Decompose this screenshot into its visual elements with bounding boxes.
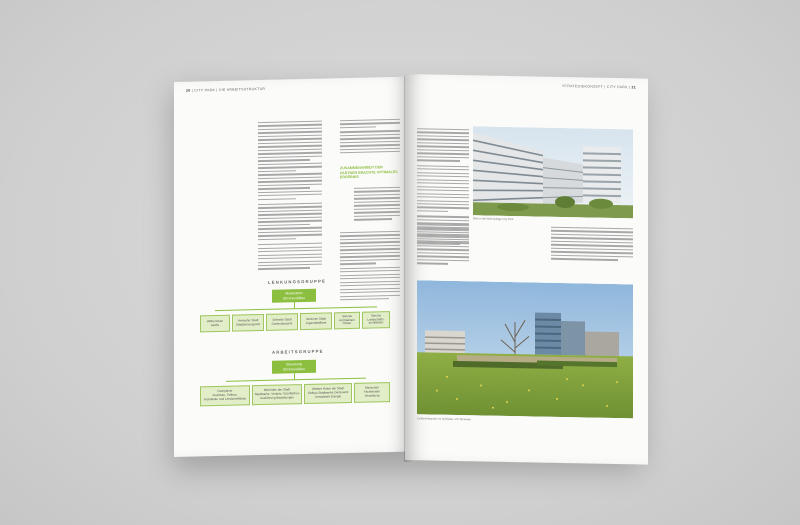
working-connector-horizontal [226,378,366,382]
member-line: Weitere Ämter der Stadt [311,386,345,392]
member-line: Verkaufer Stadt [237,317,259,323]
left-page-number: 20 [186,88,191,93]
left-running-header: 20 | CITY PARK | DIE ARBEITSSTRUKTUR [186,86,266,93]
member-line: Willkommen [206,318,224,324]
right-header-subsection: CITY PARK [606,84,628,90]
steering-main-line1: Moderation [285,291,303,296]
member-line: Architekten/ [339,317,355,322]
pull-quote: ZUSAMMENARBEIT DER PARTNER BRACHTE OPTIMALES ERGEBNIS [340,165,398,180]
steering-main-line2: EB Immobilien [283,295,305,301]
left-header-section: CITY PARK [194,88,216,93]
working-main-line1: Steuerung [286,362,302,367]
member-line: Sanzas [341,313,352,319]
working-group-title: ARBEITSGRUPPE [272,348,324,355]
member-line: Jugendstaffamt [305,320,327,325]
member-line: Senioren Stadt [306,316,326,321]
right-page-number: 21 [631,85,636,90]
member-line: Verwaltung [364,393,380,398]
member-line: Sekretär Stadt [272,317,292,322]
building-photo [473,126,633,218]
member-line: Umweltamt Energie [314,394,342,399]
steering-member-box [362,311,390,329]
left-text-column-2b [354,187,400,223]
member-line: webfix [210,322,220,327]
steering-main-box [272,289,316,303]
member-line: Tiefbau Stadtwerke Gartenamt [307,390,349,396]
park-illustration [417,280,633,418]
member-line: Planer [342,321,352,326]
working-member-box [304,383,352,404]
member-line: Stadtplanungsamt [235,321,261,327]
member-line: Landschafts- [367,316,385,322]
left-text-column-2 [340,119,400,156]
member-line: Stadtwerke, Verkehr, Grünflächen [254,391,300,397]
working-member-box [200,385,250,406]
member-line: Sanzas [370,313,381,318]
right-text-column-1b [417,224,469,267]
right-header-section: STRATEGIEKONZEPT [562,84,604,89]
working-main-box [272,360,316,374]
steering-member-box [200,315,230,333]
steering-connector-horizontal [215,306,377,311]
member-line: Fachberater [363,389,381,394]
steering-member-box [266,313,298,331]
left-page [174,77,411,457]
steering-member-box [300,312,332,330]
member-line: Flachbau, Tiefbau, [212,392,238,398]
steering-member-box [334,312,360,330]
member-line: Fachplaner [217,389,233,394]
member-line: Gartenhausamt [271,320,293,326]
steering-member-box [232,314,264,332]
left-text-column-1 [258,121,322,272]
right-running-header: STRATEGIEKONZEPT | CITY PARK | 21 [562,84,636,90]
working-member-box [252,384,302,405]
member-line: architekten [368,320,384,325]
member-line: Ausführung Bauleitungen [260,395,294,400]
working-member-box [354,382,390,403]
left-header-subsection: DIE ARBEITSSTRUKTUR [218,86,266,92]
right-text-column-2 [551,227,633,263]
member-line: Behörden der Stadt [263,387,291,393]
park-photo [417,280,633,418]
steering-group-title: LENKUNGSGRUPPE [268,278,326,285]
top-photo-caption: Blick in die Wohnanlage City Park [473,217,514,222]
member-line: Architektur und Landschaftsbau [203,396,247,402]
member-line: Menschen [365,385,379,391]
working-main-line2: EB Immobilien [283,366,305,372]
left-text-column-2c [340,231,400,303]
bottom-photo-caption: Landschaftspark mit Spielplatz und Terrassen [417,417,472,422]
right-page [405,74,648,465]
building-illustration [473,126,633,218]
